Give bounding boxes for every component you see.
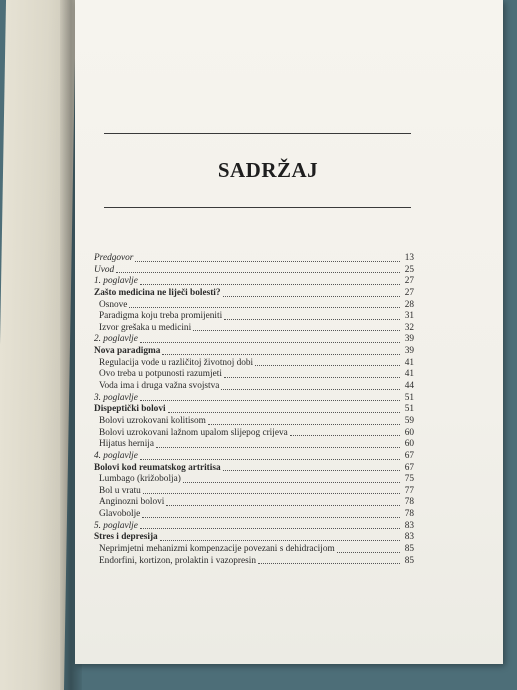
dot-leader xyxy=(160,540,400,541)
dot-leader xyxy=(208,424,400,425)
toc-entry-title: Anginozni bolovi xyxy=(99,497,165,508)
toc-entry xyxy=(94,428,414,440)
toc-entry-page-number: 78 xyxy=(404,497,414,508)
toc-entry-title: Osnove xyxy=(99,299,128,310)
toc-entry-title: Predgovor xyxy=(94,252,134,263)
toc-entry-page-number: 67 xyxy=(404,450,414,461)
toc-entry-title: Voda ima i druga važna svojstva xyxy=(99,381,220,392)
dot-leader xyxy=(166,505,400,506)
toc-entry-title: Uvod xyxy=(94,264,115,275)
toc-entry xyxy=(94,532,414,544)
toc-entry-page-number: 85 xyxy=(404,544,414,554)
dot-leader xyxy=(143,493,400,494)
toc-entry xyxy=(94,463,414,475)
toc-entry xyxy=(94,393,414,405)
dot-leader xyxy=(183,482,400,483)
toc-entry xyxy=(94,369,414,381)
toc-entry-page-number: 83 xyxy=(404,520,414,531)
dot-leader xyxy=(223,296,400,297)
toc-entry-page-number: 59 xyxy=(404,415,414,426)
toc-entry xyxy=(94,404,414,416)
toc-entry-page-number: 44 xyxy=(404,381,414,392)
dot-leader xyxy=(290,435,400,436)
toc-entry-page-number: 60 xyxy=(404,439,414,450)
book-page xyxy=(75,0,503,664)
dot-leader xyxy=(140,528,400,529)
toc-entry-title: Bolovi uzrokovani kolitisom xyxy=(99,415,206,426)
dot-leader xyxy=(258,563,400,564)
toc-entry-title: Paradigma koju treba promijeniti xyxy=(99,311,223,322)
dot-leader xyxy=(223,470,400,471)
page-title: SADRŽAJ xyxy=(217,158,319,182)
toc-entry-page-number: 39 xyxy=(404,346,414,357)
toc-entry-title: Nova paradigma xyxy=(94,346,161,357)
toc-entry-page-number: 39 xyxy=(404,334,414,345)
table-of-contents xyxy=(94,253,414,567)
toc-entry-title: 4. poglavlje xyxy=(94,450,138,461)
toc-entry-title: 3. poglavlje xyxy=(94,392,138,403)
dot-leader xyxy=(337,552,400,553)
toc-entry-title: Bolovi kod reumatskog artritisa xyxy=(94,462,221,473)
toc-entry xyxy=(94,311,414,323)
toc-entry-page-number: 31 xyxy=(404,311,414,322)
toc-entry xyxy=(94,276,414,288)
dot-leader xyxy=(162,354,400,355)
toc-entry-page-number: 13 xyxy=(404,252,414,263)
toc-entry xyxy=(94,265,414,277)
dot-leader xyxy=(224,319,400,320)
toc-entry xyxy=(94,300,414,312)
dot-leader xyxy=(221,389,400,390)
toc-entry xyxy=(94,544,414,556)
toc-entry-title: Dispeptički bolovi xyxy=(94,404,166,415)
toc-entry-title: Glavobolje xyxy=(99,509,141,520)
dot-leader xyxy=(168,412,400,413)
dot-leader xyxy=(193,330,400,331)
toc-entry xyxy=(94,497,414,509)
toc-entry xyxy=(94,253,414,265)
toc-entry-page-number: 51 xyxy=(404,404,414,415)
toc-entry-page-number: 60 xyxy=(404,427,414,438)
toc-entry-title: Zašto medicina ne liječi bolesti? xyxy=(94,287,221,298)
dot-leader xyxy=(224,377,400,378)
dot-leader xyxy=(140,342,400,343)
toc-entry-page-number: 27 xyxy=(404,276,414,287)
dot-leader xyxy=(140,400,400,401)
toc-entry-page-number: 75 xyxy=(404,474,414,485)
toc-entry xyxy=(94,556,414,568)
toc-entry-title: Hijatus hernija xyxy=(99,439,154,450)
toc-entry xyxy=(94,381,414,393)
toc-entry-title: Lumbago (križobolja) xyxy=(99,474,181,485)
toc-entry xyxy=(94,486,414,498)
toc-entry-page-number: 32 xyxy=(404,322,414,333)
toc-entry xyxy=(94,288,414,300)
toc-entry-title: Bol u vratu xyxy=(99,485,141,496)
dot-leader xyxy=(140,459,400,460)
toc-entry-page-number: 25 xyxy=(404,264,414,275)
toc-entry xyxy=(94,358,414,370)
toc-entry-title: Ovo treba u potpunosti razumjeti xyxy=(99,369,222,380)
toc-entry xyxy=(94,509,414,521)
toc-entry xyxy=(94,521,414,533)
toc-entry xyxy=(94,474,414,486)
toc-entry-page-number: 83 xyxy=(404,532,414,543)
toc-entry-page-number: 67 xyxy=(404,462,414,473)
toc-entry xyxy=(94,439,414,451)
toc-entry-title: Regulacija vode u različitoj životnoj dobi xyxy=(99,357,254,368)
toc-entry-title: Stres i depresija xyxy=(94,532,158,543)
toc-entry xyxy=(94,346,414,358)
toc-entry-page-number: 28 xyxy=(404,299,414,310)
toc-entry-page-number: 78 xyxy=(404,509,414,520)
dot-leader xyxy=(142,517,400,518)
toc-entry xyxy=(94,334,414,346)
dot-leader xyxy=(116,272,400,273)
toc-entry-page-number: 41 xyxy=(404,369,414,380)
top-rule xyxy=(104,133,411,134)
dot-leader xyxy=(135,261,400,262)
toc-entry-title: 1. poglavlje xyxy=(94,276,138,287)
toc-entry xyxy=(94,323,414,335)
toc-entry-page-number: 41 xyxy=(404,357,414,368)
toc-entry-title: Neprimjetni mehanizmi kompenzacije povezani s dehidracijom xyxy=(99,544,335,554)
dot-leader xyxy=(140,284,400,285)
toc-entry-title: 5. poglavlje xyxy=(94,520,138,531)
toc-entry-title: Bolovi uzrokovani lažnom upalom slijepog crijeva xyxy=(99,427,288,438)
toc-entry-title: 2. poglavlje xyxy=(94,334,138,345)
dot-leader xyxy=(255,365,400,366)
toc-entry-page-number: 27 xyxy=(404,287,414,298)
dot-leader xyxy=(129,307,400,308)
dot-leader xyxy=(156,447,400,448)
toc-entry-page-number: 85 xyxy=(404,555,414,566)
toc-entry-page-number: 77 xyxy=(404,485,414,496)
toc-entry-title: Endorfini, kortizon, prolaktin i vazopresin xyxy=(99,555,256,566)
bottom-rule xyxy=(104,207,411,208)
toc-entry xyxy=(94,416,414,428)
toc-entry-page-number: 51 xyxy=(404,392,414,403)
toc-entry xyxy=(94,451,414,463)
toc-entry-title: Izvor grešaka u medicini xyxy=(99,322,192,333)
